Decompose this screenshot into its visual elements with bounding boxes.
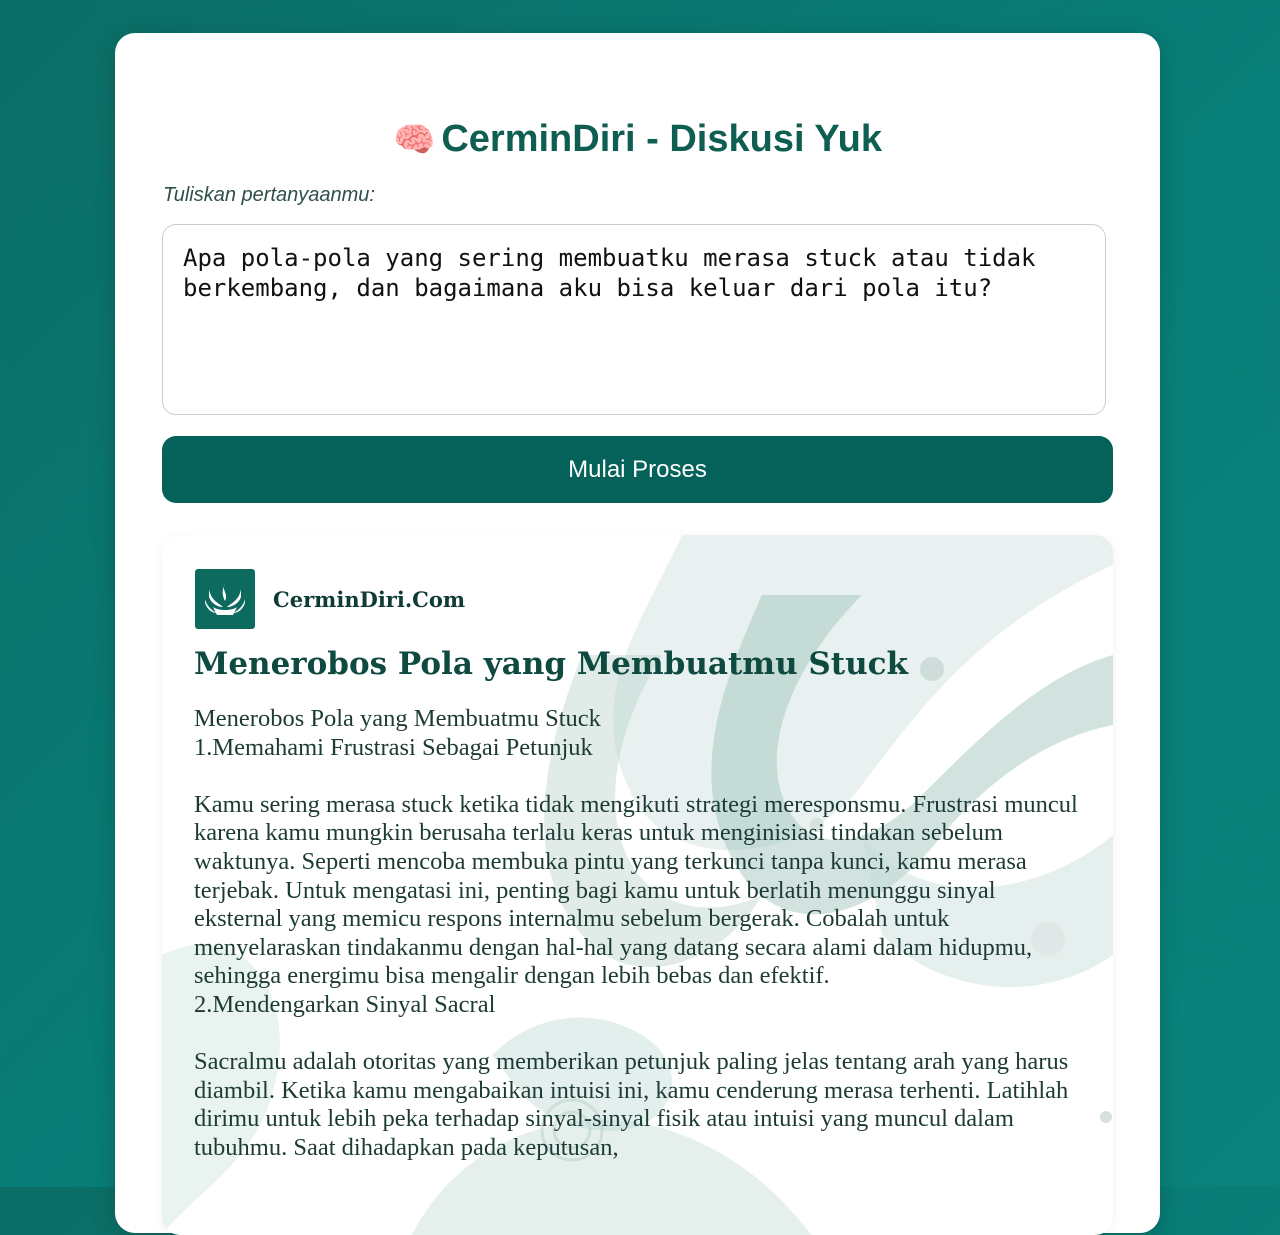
paragraph-gap bbox=[194, 762, 1079, 791]
section-heading: 1.Memahami Frustrasi Sebagai Petunjuk bbox=[194, 733, 593, 761]
article-body bbox=[194, 705, 1079, 1163]
start-process-button[interactable]: Mulai Proses bbox=[162, 436, 1113, 503]
brand-name: CerminDiri.Com bbox=[273, 586, 466, 612]
section-text: Sacralmu adalah otoritas yang memberikan petunjuk paling jelas tentang arah yang harus diambil. Ketika kamu mengabaikan intuisi ini, kamu cenderung merasa terhenti. Latihlah dirimu untuk lebih peka terhadap sinyal-sinyal fisik atau intuisi yang muncul dalam tubuhmu. Saat dihadapkan pada keputusan, bbox=[194, 1048, 1069, 1161]
article-intro-title: Menerobos Pola yang Membuatmu Stuck bbox=[194, 705, 601, 732]
section-text: Kamu sering merasa stuck ketika tidak mengikuti strategi meresponsmu. Frustrasi muncul karena kamu mungkin berusaha terlalu keras untuk menginisiasi tindakan sebelum waktunya. Seperti mencoba membuka pintu yang terkunci tanpa kunci, kamu merasa terjebak. Untuk mengatasi ini, penting bagi kamu untuk berlatih menunggu sinyal eksternal yang memicu respons internalmu sebelum bergerak. Cobalah untuk menyelaraskan tindakanmu dengan hal-hal yang datang secara alami dalam hidupmu, sehingga energimu bisa mengalir dengan lebih bebas dan efektif. bbox=[194, 790, 1078, 990]
paragraph-gap bbox=[194, 1020, 1079, 1049]
result-card bbox=[162, 535, 1113, 1235]
brand-row bbox=[195, 569, 465, 629]
flame-lotus-logo-icon bbox=[195, 569, 255, 629]
question-textarea[interactable]: Apa pola-pola yang sering membuatku merasa stuck atau tidak berkembang, dan bagaimana aku bisa keluar dari pola itu? bbox=[162, 224, 1106, 415]
section-heading: 2.Mendengarkan Sinyal Sacral bbox=[194, 990, 496, 1018]
main-card bbox=[115, 33, 1160, 1233]
brain-icon: 🧠 bbox=[392, 120, 436, 160]
page-title-text: CerminDiri - Diskusi Yuk bbox=[441, 118, 883, 160]
page-title bbox=[115, 117, 1160, 162]
article-title: Menerobos Pola yang Membuatmu Stuck bbox=[194, 646, 909, 682]
question-label: Tuliskan pertanyaanmu: bbox=[163, 184, 375, 206]
